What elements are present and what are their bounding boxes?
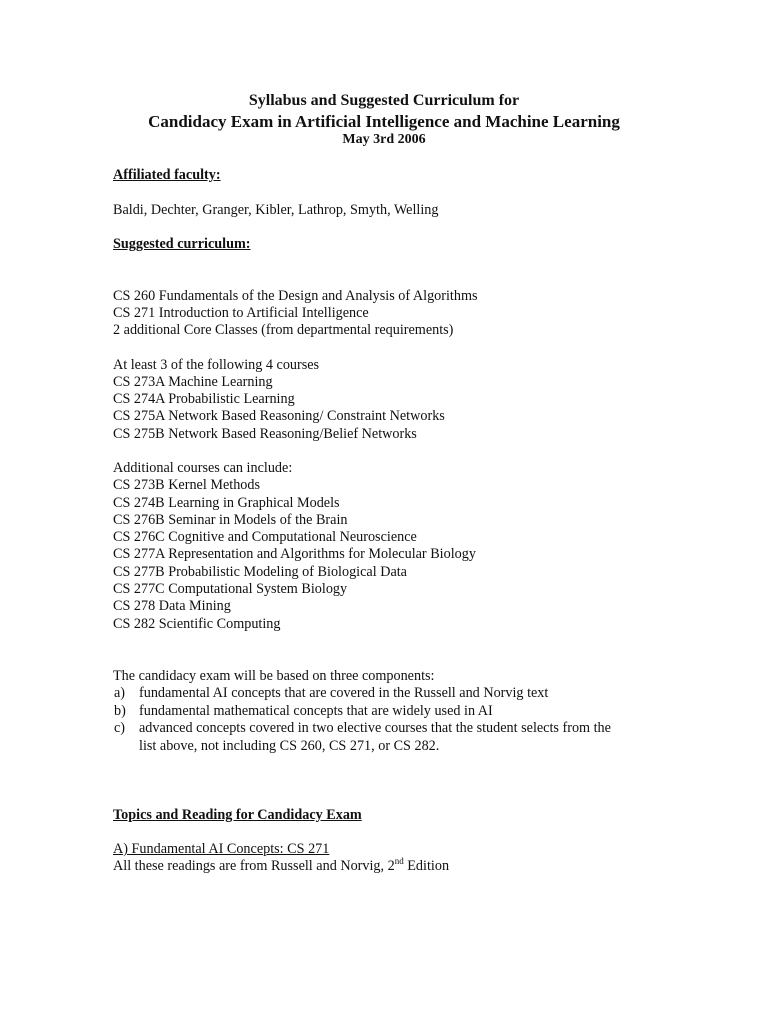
- readings-edition: Edition: [403, 858, 450, 874]
- exam-intro: The candidacy exam will be based on three components:: [113, 668, 435, 684]
- component-text: fundamental AI concepts that are covered in the Russell and Norvig text: [139, 685, 549, 701]
- component-item: [114, 684, 548, 702]
- additional-course: CS 282 Scientific Computing: [113, 616, 281, 632]
- additional-intro: Additional courses can include:: [113, 460, 293, 476]
- document-title: Syllabus and Suggested Curriculum for: [248, 92, 520, 109]
- faculty-heading: Affiliated faculty:: [113, 167, 221, 183]
- readings-superscript: nd: [394, 856, 404, 866]
- additional-course: CS 278 Data Mining: [113, 598, 231, 614]
- section-a-heading: A) Fundamental AI Concepts: CS 271: [113, 841, 330, 857]
- topics-heading: Topics and Reading for Candidacy Exam: [113, 807, 362, 823]
- readings-text: All these readings are from Russell and Norvig, 2: [113, 858, 395, 874]
- component-text: fundamental mathematical concepts that are widely used in AI: [139, 703, 493, 719]
- document-date: May 3rd 2006: [342, 132, 426, 147]
- component-marker: a): [114, 685, 126, 701]
- additional-course: CS 277A Representation and Algorithms for Molecular Biology: [113, 546, 476, 562]
- choose-intro: At least 3 of the following 4 courses: [113, 357, 320, 373]
- choose-course: CS 275B Network Based Reasoning/Belief Networks: [113, 426, 417, 442]
- readings-note: [113, 857, 449, 875]
- choose-course: CS 274A Probabilistic Learning: [113, 391, 295, 407]
- core-course: 2 additional Core Classes (from departmental requirements): [113, 322, 454, 338]
- component-text: advanced concepts covered in two elective courses that the student selects from the: [139, 720, 611, 736]
- component-item: [114, 702, 493, 720]
- choose-course: CS 273A Machine Learning: [113, 374, 273, 390]
- additional-course: CS 274B Learning in Graphical Models: [113, 495, 340, 511]
- curriculum-heading: Suggested curriculum:: [113, 236, 251, 252]
- additional-course: CS 273B Kernel Methods: [113, 477, 260, 493]
- core-course: CS 271 Introduction to Artificial Intelligence: [113, 305, 369, 321]
- component-item: [114, 719, 611, 737]
- component-continuation: list above, not including CS 260, CS 271, or CS 282.: [139, 738, 440, 754]
- document-subtitle: Candidacy Exam in Artificial Intelligence and Machine Learning: [148, 112, 620, 131]
- component-marker: c): [114, 720, 126, 736]
- additional-course: CS 276B Seminar in Models of the Brain: [113, 512, 348, 528]
- faculty-names: Baldi, Dechter, Granger, Kibler, Lathrop, Smyth, Welling: [113, 202, 439, 218]
- additional-course: CS 277C Computational System Biology: [113, 581, 348, 597]
- additional-course: CS 277B Probabilistic Modeling of Biological Data: [113, 564, 407, 580]
- choose-course: CS 275A Network Based Reasoning/ Constraint Networks: [113, 408, 445, 424]
- component-marker: b): [114, 703, 126, 719]
- additional-course: CS 276C Cognitive and Computational Neuroscience: [113, 529, 417, 545]
- core-course: CS 260 Fundamentals of the Design and Analysis of Algorithms: [113, 288, 478, 304]
